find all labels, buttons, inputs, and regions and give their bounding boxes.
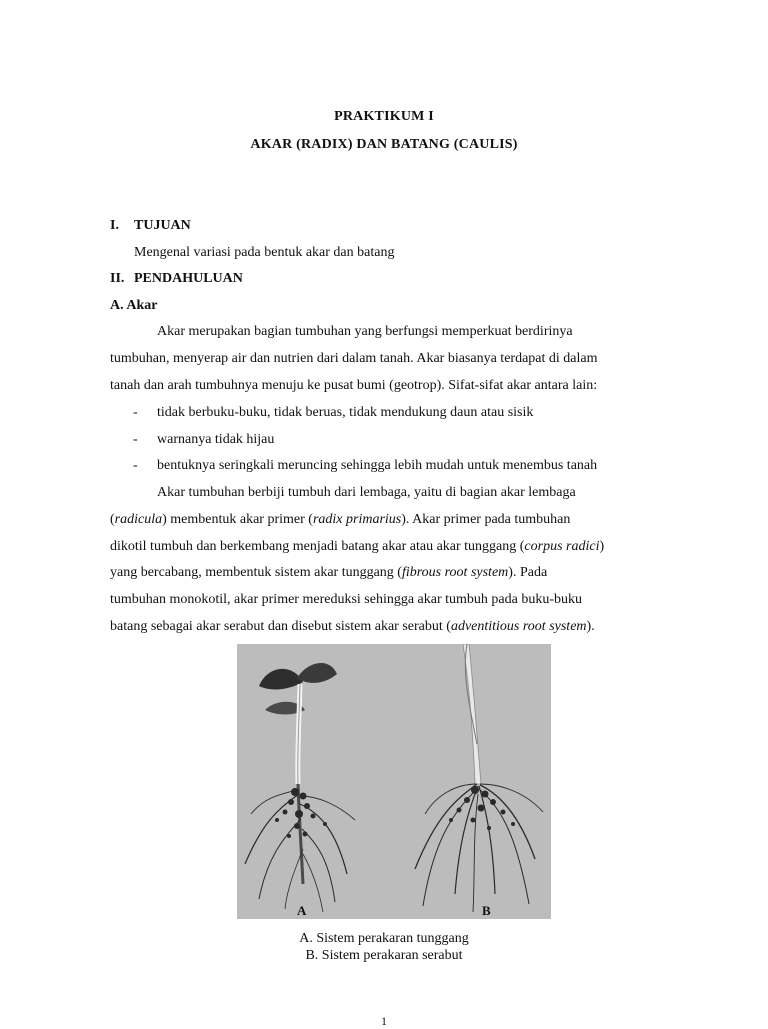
page-number: 1 [381,1014,387,1028]
figure-caption-b: B. Sistem perakaran serabut [305,948,463,963]
paragraph-2-line-2: (radicula) membentuk akar primer (radix primarius). Akar primer pada tumbuhan [110,512,571,527]
bullet-marker: - [133,432,138,447]
paragraph-1-line-1: Akar merupakan bagian tumbuhan yang berfungsi memperkuat berdirinya [157,324,573,339]
section-1-text: Mengenal variasi pada bentuk akar dan batang [134,245,395,260]
section-2-number: II. [110,271,125,286]
document-subtitle: AKAR (RADIX) DAN BATANG (CAULIS) [250,137,518,152]
seedling-illustration [237,644,551,919]
bullet-item: warnanya tidak hijau [157,432,275,447]
bullet-marker: - [133,458,138,473]
bullet-item: bentuknya seringkali meruncing sehingga lebih mudah untuk menembus tanah [157,458,598,473]
figure-label-b: B [482,903,491,918]
paragraph-2-line-5: tumbuhan monokotil, akar primer mereduksi sehingga akar tumbuh pada buku-buku [110,592,583,607]
paragraph-2-line-1: Akar tumbuhan berbiji tumbuh dari lembaga, yaitu di bagian akar lembaga [157,485,576,500]
paragraph-2-line-6: batang sebagai akar serabut dan disebut sistem akar serabut (adventitious root system). [110,619,595,634]
paragraph-2-line-4: yang bercabang, membentuk sistem akar tunggang (fibrous root system). Pada [110,565,548,580]
figure-label-a: A [297,903,307,918]
section-2-heading: PENDAHULUAN [134,271,243,286]
paragraph-1-line-3: tanah dan arah tumbuhnya menuju ke pusat bumi (geotrop). Sifat-sifat akar antara lain: [110,378,598,393]
bullet-marker: - [133,405,138,420]
paragraph-2-line-3: dikotil tumbuh dan berkembang menjadi batang akar atau akar tunggang (corpus radici) [110,539,605,554]
section-1-number: I. [110,218,119,233]
subsection-heading: A. Akar [110,298,158,313]
root-system-figure [237,644,551,919]
figure-caption-a: A. Sistem perakaran tunggang [299,931,469,946]
document-title: PRAKTIKUM I [334,109,434,124]
paragraph-1-line-2: tumbuhan, menyerap air dan nutrien dari dalam tanah. Akar biasanya terdapat di dalam [110,351,598,366]
section-1-heading: TUJUAN [134,218,191,233]
bullet-item: tidak berbuku-buku, tidak beruas, tidak mendukung daun atau sisik [157,405,534,420]
